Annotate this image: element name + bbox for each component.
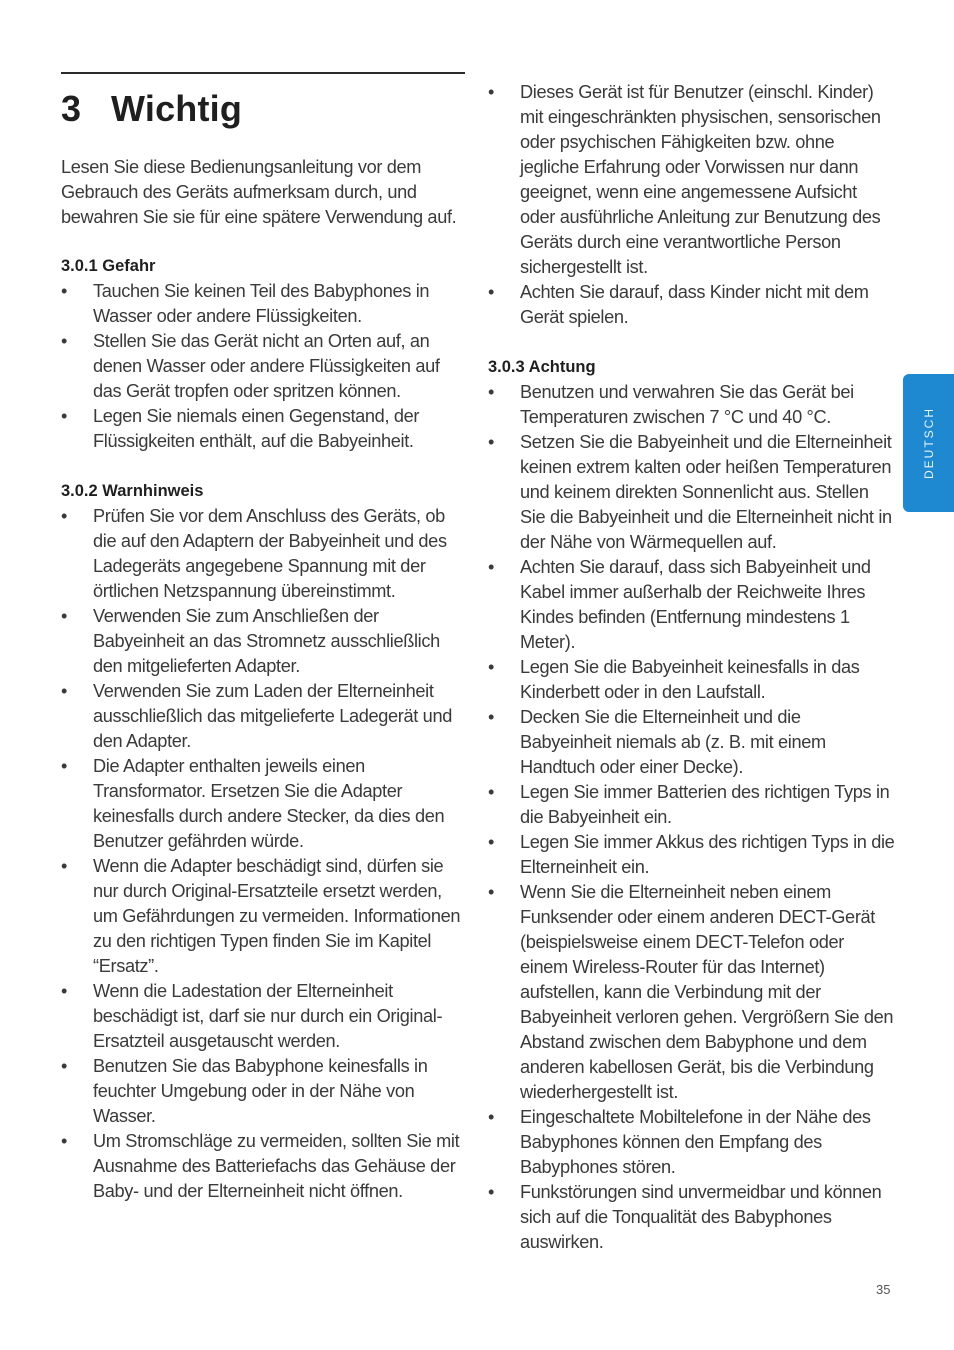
chapter-title: [61, 88, 242, 130]
intro-paragraph: Lesen Sie diese Bedienungsanleitung vor dem Gebrauch des Geräts aufmerksam durch, und bewahren Sie sie für eine spätere Verwendung auf.: [61, 157, 457, 227]
chapter-title-text: Wichtig: [111, 88, 243, 129]
list-item: • Eingeschaltete Mobiltelefone in der Nähe des Babyphones können den Empfang des Babyphones stören.: [488, 1105, 896, 1180]
list-item: • Wenn die Adapter beschädigt sind, dürfen sie nur durch Original-Ersatzteile ersetzt werden, um Gefährdungen zu vermeiden. Informationen zu den richtigen Typen finden Sie im Kapitel “Ersatz”.: [61, 854, 467, 979]
list-warnhinweis: [61, 504, 467, 1204]
list-item: • Funkstörungen sind unvermeidbar und können sich auf die Tonqualität des Babyphones auswirken.: [488, 1180, 896, 1255]
right-column: [488, 80, 896, 1280]
list-item: • Legen Sie die Babyeinheit keinesfalls in das Kinderbett oder in den Laufstall.: [488, 655, 896, 705]
page-number: 35: [876, 1282, 891, 1297]
list-item: • Achten Sie darauf, dass Kinder nicht mit dem Gerät spielen.: [488, 280, 896, 330]
heading-achtung: 3.0.3 Achtung: [488, 358, 596, 376]
list-item: • Wenn die Ladestation der Elterneinheit beschädigt ist, darf sie nur durch ein Original-Ersatzteil ausgetauscht werden.: [61, 979, 467, 1054]
list-achtung: [488, 380, 896, 1255]
list-item: • Benutzen Sie das Babyphone keinesfalls in feuchter Umgebung oder in der Nähe von Wasser.: [61, 1054, 467, 1129]
heading-gefahr: 3.0.1 Gefahr: [61, 257, 156, 275]
list-item: • Benutzen und verwahren Sie das Gerät bei Temperaturen zwischen 7 °C und 40 °C.: [488, 380, 896, 430]
list-item: • Um Stromschläge zu vermeiden, sollten Sie mit Ausnahme des Batteriefachs das Gehäuse der Baby- und der Elterneinheit nicht öffnen.: [61, 1129, 467, 1204]
list-item: • Prüfen Sie vor dem Anschluss des Geräts, ob die auf den Adaptern der Babyeinheit und des Ladegeräts angegebene Spannung mit der örtlichen Netzspannung übereinstimmt.: [61, 504, 467, 604]
list-item: • Setzen Sie die Babyeinheit und die Elterneinheit keinen extrem kalten oder heißen Temperaturen und keinem direkten Sonnenlicht aus. Stellen Sie die Babyeinheit und die Elterneinheit nicht in der Nähe von Wärmequellen auf.: [488, 430, 896, 555]
left-column: [61, 155, 467, 1229]
list-gefahr: [61, 279, 467, 454]
language-side-tab-label: DEUTSCH: [921, 406, 936, 480]
list-item: • Die Adapter enthalten jeweils einen Transformator. Ersetzen Sie die Adapter keinesfalls durch andere Stecker, da dies den Benutzer gefährden würde.: [61, 754, 467, 854]
heading-warnhinweis: 3.0.2 Warnhinweis: [61, 482, 204, 500]
list-item: • Tauchen Sie keinen Teil des Babyphones in Wasser oder andere Flüssigkeiten.: [61, 279, 467, 329]
list-item: • Verwenden Sie zum Anschließen der Babyeinheit an das Stromnetz ausschließlich den mitgelieferten Adapter.: [61, 604, 467, 679]
list-item: • Legen Sie immer Akkus des richtigen Typs in die Elterneinheit ein.: [488, 830, 896, 880]
list-item: • Wenn Sie die Elterneinheit neben einem Funksender oder einem anderen DECT-Gerät (beispielsweise einem DECT-Telefon oder einem Wireless-Router für das Internet) aufstellen, kann die Verbindung mit der Babyeinheit verloren gehen. Vergrößern Sie den Abstand zwischen dem Babyphone und dem anderen kabellosen Gerät, bis die Verbindung wiederhergestellt ist.: [488, 880, 896, 1105]
list-item: • Verwenden Sie zum Laden der Elterneinheit ausschließlich das mitgelieferte Ladegerät und den Adapter.: [61, 679, 467, 754]
list-item: • Legen Sie niemals einen Gegenstand, der Flüssigkeiten enthält, auf die Babyeinheit.: [61, 404, 467, 454]
list-item: • Decken Sie die Elterneinheit und die Babyeinheit niemals ab (z. B. mit einem Handtuch oder einer Decke).: [488, 705, 896, 780]
list-item: • Legen Sie immer Batterien des richtigen Typs in die Babyeinheit ein.: [488, 780, 896, 830]
list-item: • Achten Sie darauf, dass sich Babyeinheit und Kabel immer außerhalb der Reichweite Ihres Kindes befinden (Entfernung mindestens 1 Meter).: [488, 555, 896, 655]
chapter-number: 3: [61, 88, 82, 129]
list-warnhinweis-continued: [488, 80, 896, 330]
top-rule: [61, 72, 465, 74]
list-item: • Dieses Gerät ist für Benutzer (einschl. Kinder) mit eingeschränkten physischen, sensorischen oder psychischen Fähigkeiten bzw. ohne jegliche Erfahrung oder Vorwissen nur dann geeignet, wenn eine angemessene Aufsicht oder ausführliche Anleitung zur Benutzung des Geräts durch eine verantwortliche Person sichergestellt ist.: [488, 80, 896, 280]
list-item: • Stellen Sie das Gerät nicht an Orten auf, an denen Wasser oder andere Flüssigkeiten auf das Gerät tropfen oder spritzen können.: [61, 329, 467, 404]
language-side-tab: [903, 374, 954, 512]
